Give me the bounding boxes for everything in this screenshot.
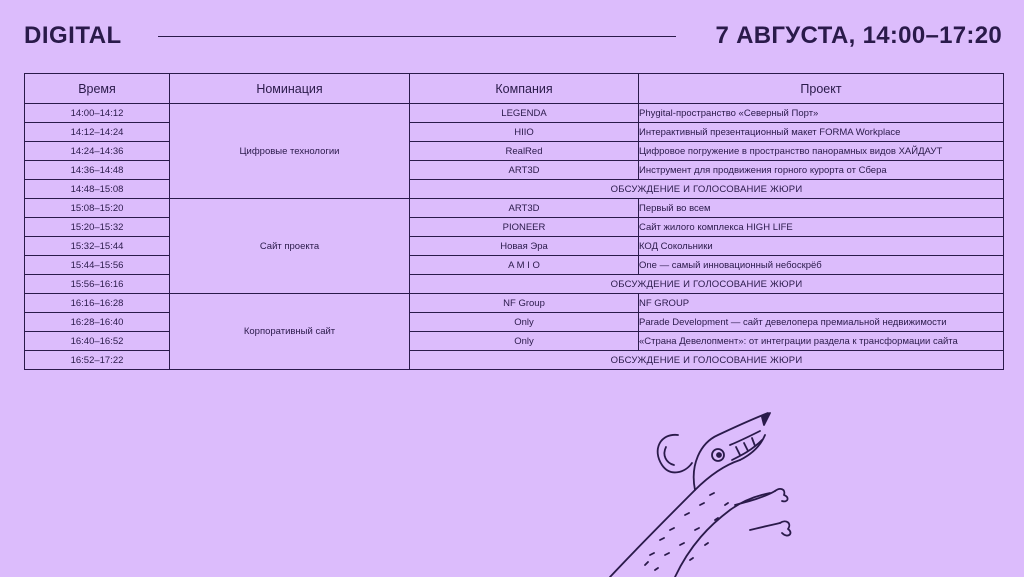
time-cell: 16:40–16:52 — [25, 332, 170, 351]
project-cell: Инструмент для продвижения горного курорта от Сбера — [639, 161, 1004, 180]
company-cell: PIONEER — [410, 218, 639, 237]
project-cell: Интерактивный презентационный макет FORMA Workplace — [639, 123, 1004, 142]
project-cell: Первый во всем — [639, 199, 1004, 218]
project-cell: Parade Development — сайт девелопера премиальной недвижимости — [639, 313, 1004, 332]
table-row — [25, 294, 1004, 313]
time-cell: 14:48–15:08 — [25, 180, 170, 199]
time-cell: 15:44–15:56 — [25, 256, 170, 275]
project-cell: КОД Сокольники — [639, 237, 1004, 256]
column-header-project: Проект — [639, 74, 1004, 104]
company-cell: RealRed — [410, 142, 639, 161]
time-cell: 14:36–14:48 — [25, 161, 170, 180]
discussion-label: ОБСУЖДЕНИЕ И ГОЛОСОВАНИЕ ЖЮРИ — [410, 275, 1004, 294]
company-cell: LEGENDA — [410, 104, 639, 123]
schedule-table — [24, 73, 1004, 370]
column-header-nomination: Номинация — [170, 74, 410, 104]
table-row — [25, 199, 1004, 218]
company-cell: Новая Эра — [410, 237, 639, 256]
company-cell: NF Group — [410, 294, 639, 313]
event-date: 7 АВГУСТА, 14:00–17:20 — [715, 22, 1002, 49]
company-cell: HIIO — [410, 123, 639, 142]
company-cell: ART3D — [410, 161, 639, 180]
table-row — [25, 104, 1004, 123]
time-cell: 16:28–16:40 — [25, 313, 170, 332]
time-cell: 14:00–14:12 — [25, 104, 170, 123]
column-header-time: Время — [25, 74, 170, 104]
project-cell: Phygital-пространство «Северный Порт» — [639, 104, 1004, 123]
time-cell: 16:52–17:22 — [25, 351, 170, 370]
company-cell: Only — [410, 313, 639, 332]
discussion-label: ОБСУЖДЕНИЕ И ГОЛОСОВАНИЕ ЖЮРИ — [410, 351, 1004, 370]
page-title: DIGITAL — [24, 22, 122, 49]
schedule-body — [25, 104, 1004, 370]
company-cell: ART3D — [410, 199, 639, 218]
project-cell: Сайт жилого комплекса HIGH LIFE — [639, 218, 1004, 237]
time-cell: 16:16–16:28 — [25, 294, 170, 313]
company-cell: Only — [410, 332, 639, 351]
time-cell: 15:08–15:20 — [25, 199, 170, 218]
project-cell: Цифровое погружение в пространство панорамных видов ХАЙДАУТ — [639, 142, 1004, 161]
project-cell: NF GROUP — [639, 294, 1004, 313]
time-cell: 15:20–15:32 — [25, 218, 170, 237]
nomination-cell: Сайт проекта — [170, 199, 410, 294]
column-header-company: Компания — [410, 74, 639, 104]
table-header-row — [25, 74, 1004, 104]
company-cell: A M I O — [410, 256, 639, 275]
project-cell: One — самый инновационный небоскрёб — [639, 256, 1004, 275]
nomination-cell: Цифровые технологии — [170, 104, 410, 199]
time-cell: 15:32–15:44 — [25, 237, 170, 256]
nomination-cell: Корпоративный сайт — [170, 294, 410, 370]
dog-doodle-icon — [600, 405, 810, 577]
header-divider — [158, 36, 676, 37]
discussion-label: ОБСУЖДЕНИЕ И ГОЛОСОВАНИЕ ЖЮРИ — [410, 180, 1004, 199]
time-cell: 14:24–14:36 — [25, 142, 170, 161]
project-cell: «Страна Девелопмент»: от интеграции раздела к трансформации сайта — [639, 332, 1004, 351]
time-cell: 15:56–16:16 — [25, 275, 170, 294]
time-cell: 14:12–14:24 — [25, 123, 170, 142]
